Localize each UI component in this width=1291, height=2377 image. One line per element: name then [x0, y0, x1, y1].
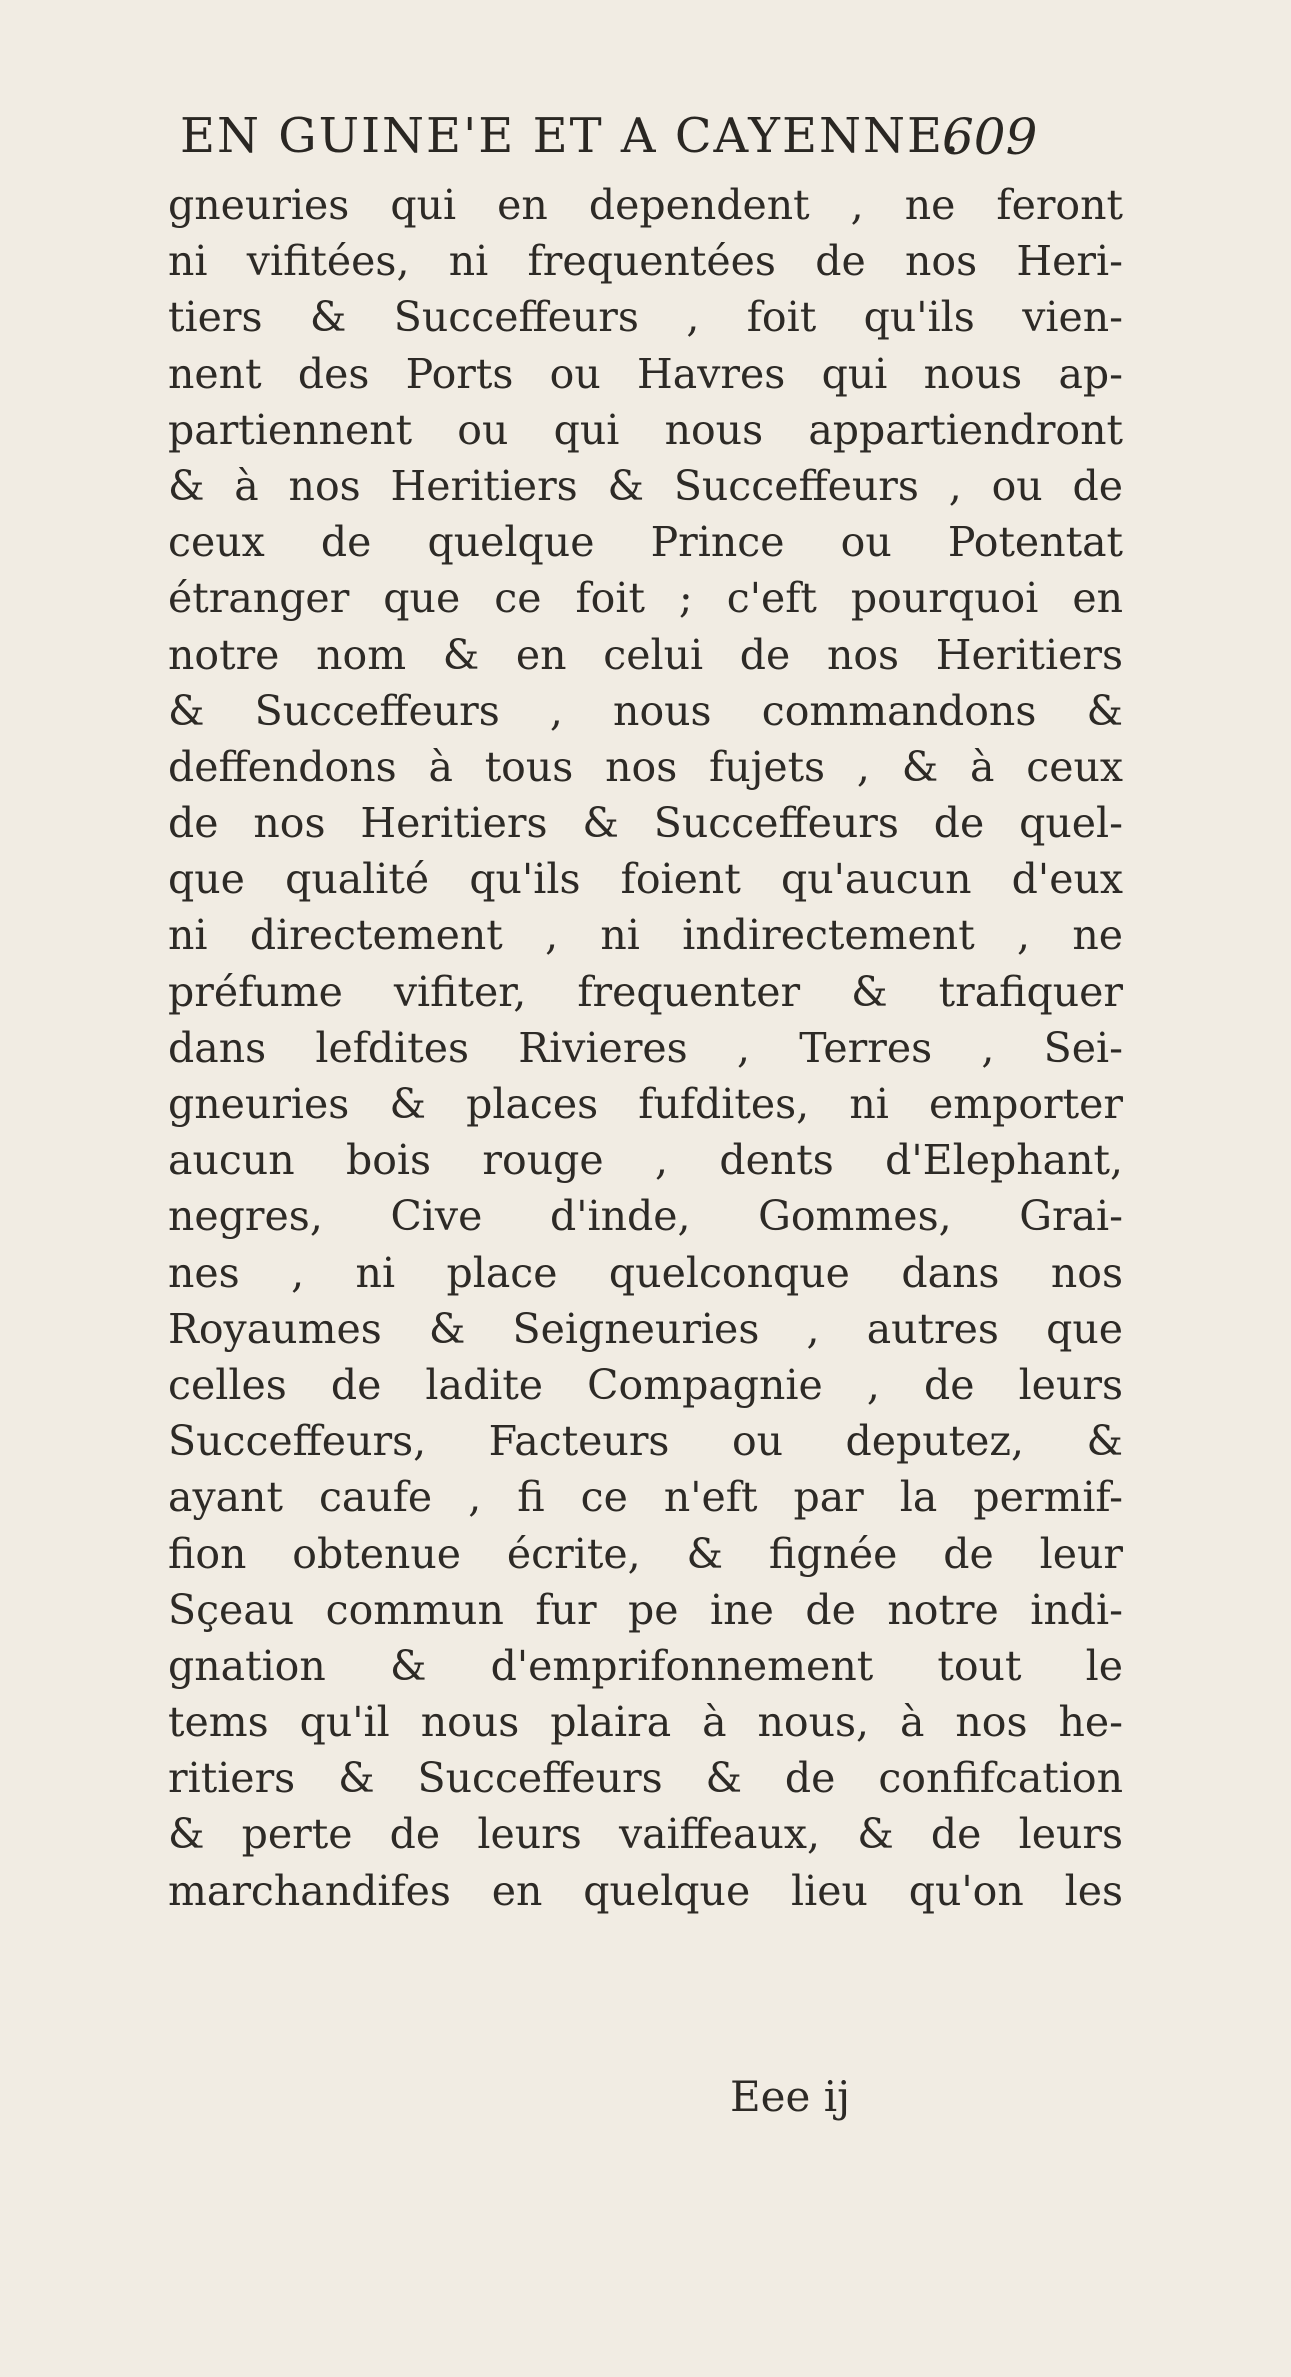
- text-line: & Succeffeurs , nous commandons &: [168, 686, 1123, 735]
- text-line: nes , ni place quelconque dans nos: [168, 1248, 1123, 1297]
- page-number: 609: [942, 108, 1038, 166]
- text-line: gnation & d'emprifonnement tout le: [168, 1641, 1123, 1690]
- text-line: tems qu'il nous plaira à nous, à nos he-: [168, 1698, 1123, 1747]
- text-line: gneuries & places fufdites, ni emporter: [168, 1080, 1123, 1128]
- text-line: que qualité qu'ils foient qu'aucun d'eux: [168, 855, 1123, 904]
- text-line: dans lefdites Rivieres , Terres , Sei-: [168, 1023, 1123, 1072]
- text-line: & à nos Heritiers & Succeffeurs , ou de: [168, 461, 1123, 510]
- text-line: & perte de leurs vaiffeaux, & de leurs: [168, 1810, 1123, 1859]
- body-text: [168, 177, 1123, 1919]
- text-line: deffendons à tous nos fujets , & à ceux: [168, 742, 1123, 791]
- text-line: ritiers & Succeffeurs & de confifcation: [168, 1754, 1123, 1803]
- text-line: ni vifitées, ni frequentées de nos Heri-: [168, 237, 1123, 286]
- text-line: gneuries qui en dependent , ne feront: [168, 181, 1123, 229]
- text-line: notre nom & en celui de nos Heritiers: [168, 630, 1123, 679]
- text-line: nent des Ports ou Havres qui nous ap-: [168, 349, 1123, 398]
- text-line: tiers & Succeffeurs , foit qu'ils vien-: [168, 293, 1123, 342]
- catchword: Eee ij: [730, 2072, 851, 2121]
- text-line: partiennent ou qui nous appartiendront: [168, 405, 1123, 454]
- text-line: préfume vifiter, frequenter & trafiquer: [168, 967, 1123, 1016]
- text-line: marchandifes en quelque lieu qu'on les: [168, 1866, 1123, 1915]
- text-line: aucun bois rouge , dents d'Elephant,: [168, 1136, 1123, 1185]
- text-line: ceux de quelque Prince ou Potentat: [168, 518, 1123, 567]
- running-title: EN GUINE'E ET A CAYENNE.: [180, 108, 962, 164]
- text-line: ayant caufe , fi ce n'eft par la permif-: [168, 1473, 1123, 1522]
- text-line: fion obtenue écrite, & fignée de leur: [168, 1529, 1123, 1578]
- page-header: [150, 108, 1150, 178]
- text-line: Succeffeurs, Facteurs ou deputez, &: [168, 1417, 1123, 1466]
- text-line: negres, Cive d'inde, Gommes, Grai-: [168, 1192, 1123, 1241]
- text-line: ni directement , ni indirectement , ne: [168, 911, 1123, 960]
- text-line: celles de ladite Compagnie , de leurs: [168, 1360, 1123, 1409]
- text-line: de nos Heritiers & Succeffeurs de quel-: [168, 799, 1123, 848]
- text-line: Royaumes & Seigneuries , autres que: [168, 1304, 1123, 1353]
- text-line: étranger que ce foit ; c'eft pourquoi en: [168, 574, 1123, 623]
- text-line: Sçeau commun fur pe ine de notre indi-: [168, 1585, 1123, 1634]
